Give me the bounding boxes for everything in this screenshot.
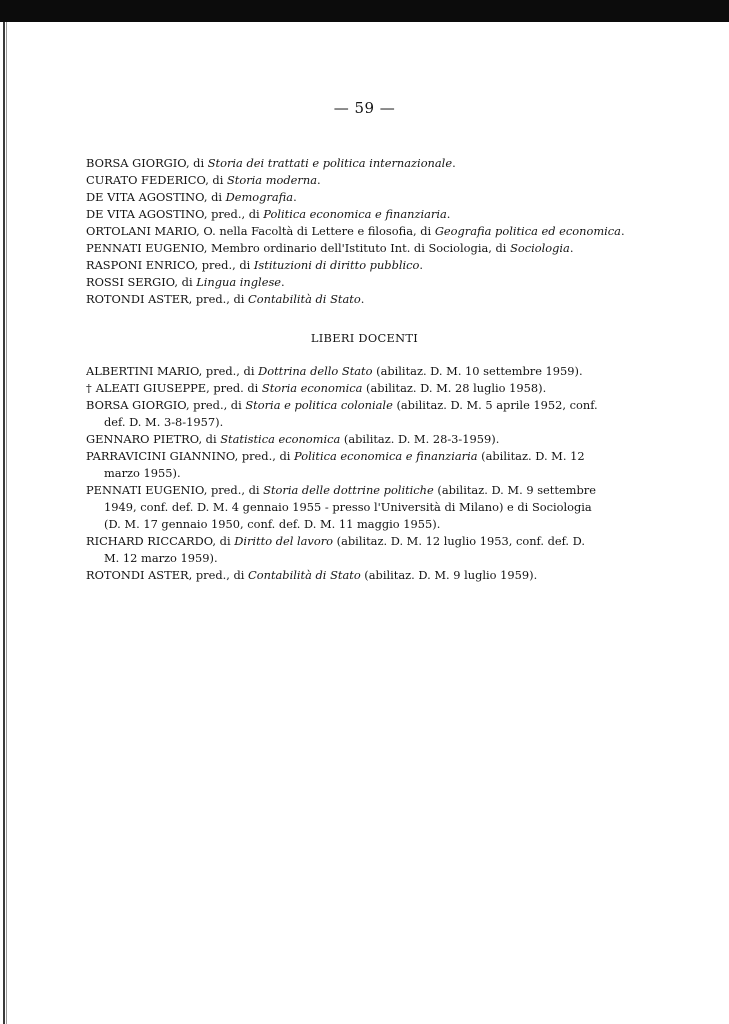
list-item: ALBERTINI MARIO, pred., di Dottrina dello Stato (abilitaz. D. M. 10 settembre 1959). bbox=[86, 364, 583, 378]
list-item: BORSA GIORGIO, pred., di Storia e politica coloniale (abilitaz. D. M. 5 aprile 1952, conf. def. D. M. 3-8-1957). bbox=[86, 398, 598, 429]
list-item: ROSSI SERGIO, di Lingua inglese. bbox=[86, 275, 285, 289]
scan-left-border bbox=[0, 22, 9, 1024]
section-heading: LIBERI DOCENTI bbox=[310, 331, 419, 345]
list-item: ORTOLANI MARIO, O. nella Facoltà di Lettere e filosofia, di Geografia politica ed economica. bbox=[86, 224, 625, 238]
faculty-list bbox=[86, 155, 631, 308]
deceased-cross-icon: † bbox=[86, 381, 92, 395]
list-item: DE VITA AGOSTINO, pred., di Politica economica e finanziaria. bbox=[86, 207, 451, 221]
list-item: ROTONDI ASTER, pred., di Contabilità di Stato (abilitaz. D. M. 9 luglio 1959). bbox=[86, 568, 538, 582]
list-item: ROTONDI ASTER, pred., di Contabilità di Stato. bbox=[86, 292, 365, 306]
list-item: PENNATI EUGENIO, pred., di Storia delle dottrine politiche (abilitaz. D. M. 9 settembre 1949, conf. def. D. M. 4 gennaio 1955 - presso l'Università di Milano) e di Sociologia (D. M. 17 gennaio 1950, conf. def. D. M. 11 maggio 1955). bbox=[86, 483, 596, 531]
list-item: GENNARO PIETRO, di Statistica economica (abilitaz. D. M. 28-3-1959). bbox=[86, 432, 500, 446]
page-number: — 59 — bbox=[333, 99, 396, 117]
list-item: PARRAVICINI GIANNINO, pred., di Politica economica e finanziaria (abilitaz. D. M. 12 marzo 1955). bbox=[86, 449, 585, 480]
list-item: BORSA GIORGIO, di Storia dei trattati e politica internazionale. bbox=[86, 156, 456, 170]
list-item: DE VITA AGOSTINO, di Demografia. bbox=[86, 190, 297, 204]
list-item: PENNATI EUGENIO, Membro ordinario dell'Istituto Int. di Sociologia, di Sociologia. bbox=[86, 241, 574, 255]
liberi-docenti-list bbox=[86, 363, 631, 584]
list-item: RICHARD RICCARDO, di Diritto del lavoro (abilitaz. D. M. 12 luglio 1953, conf. def. D. M. 12 marzo 1959). bbox=[86, 534, 586, 565]
list-item: † ALEATI GIUSEPPE, pred. di Storia economica (abilitaz. D. M. 28 luglio 1958). bbox=[86, 381, 547, 395]
list-item: CURATO FEDERICO, di Storia moderna. bbox=[86, 173, 321, 187]
scan-top-border bbox=[0, 0, 729, 22]
list-item: RASPONI ENRICO, pred., di Istituzioni di diritto pubblico. bbox=[86, 258, 424, 272]
